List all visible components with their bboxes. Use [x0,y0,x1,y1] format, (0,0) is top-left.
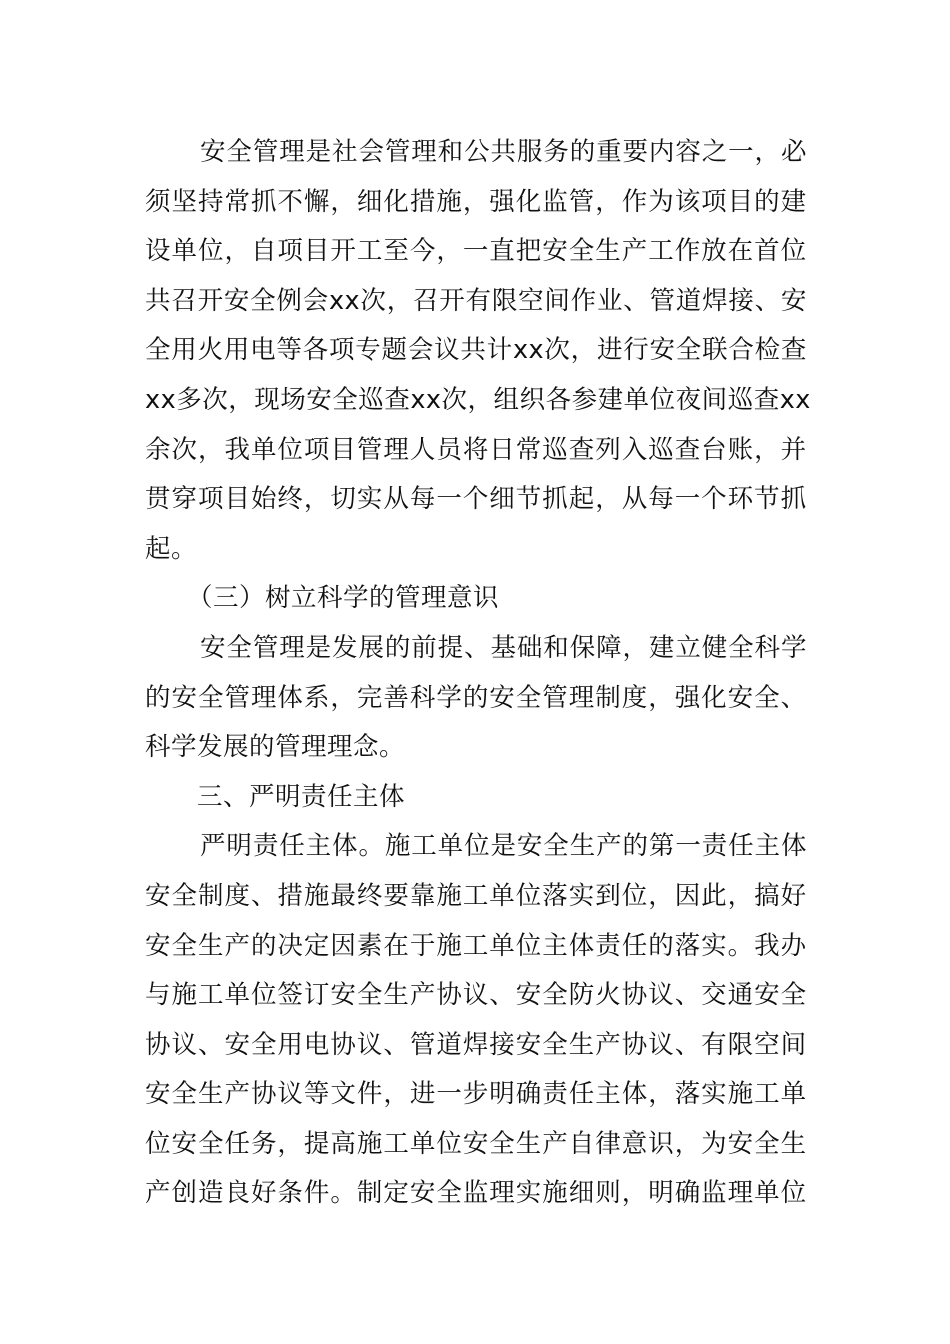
document-body [145,128,811,1219]
text-line-18: 与 施 工 单 位 签 订 安 全 生 产 协 议 、 安 全 防 火 协 议 、 交 通 安 全 [145,980,807,1011]
text-line-9: 起。 [145,533,198,564]
text-line-2: 须 坚 持 常 抓 不 懈 ， 细 化 措 施 ， 强 化 监 管 ， 作 为 该 项 目 的 建 [145,186,807,217]
text-line-11: 安 全 管 理 是 发 展 的 前 提 、 基 础 和 保 障 ， 建 立 健 全 科 学 [200,632,807,663]
text-line-21: 位 安 全 任 务 ， 提 高 施 工 单 位 安 全 生 产 自 律 意 识 ， 为 安 全 生 [145,1128,807,1159]
section-heading-3: （三）树立科学的管理意识 [187,583,500,614]
text-line-15: 严 明 责 任 主 体 。 施 工 单 位 是 安 全 生 产 的 第 一 责 任 主 体 [200,831,807,862]
text-line-19: 协 议 、 安 全 用 电 协 议 、 管 道 焊 接 安 全 生 产 协 议 、 有 限 空 间 [145,1029,807,1060]
text-line-12: 的 安 全 管 理 体 系 ， 完 善 科 学 的 安 全 管 理 制 度 ， 强 化 安 全 、 [145,682,807,713]
text-line-22: 产 创 造 良 好 条 件 。 制 定 安 全 监 理 实 施 细 则 ， 明 确 监 理 单 位 [145,1178,807,1209]
text-line-3: 设 单 位 ， 自 项 目 开 工 至 今 ， 一 直 把 安 全 生 产 工 作 放 在 首 位 [145,236,807,267]
text-line-1: 安 全 管 理 是 社 会 管 理 和 公 共 服 务 的 重 要 内 容 之 一 ， 必 [200,137,807,167]
text-line-4: 共 召 开 安 全 例 会 xx 次 ， 召 开 有 限 空 间 作 业 、 管 道 焊 接 、 安 [145,285,807,316]
text-line-13: 科学发展的管理理念。 [145,732,406,763]
text-line-7: 余 次 ， 我 单 位 项 目 管 理 人 员 将 日 常 巡 查 列 入 巡 查 台 账 ， 并 [145,434,807,465]
chapter-heading-3: 三、严明责任主体 [197,781,406,812]
text-line-17: 安 全 生 产 的 决 定 因 素 在 于 施 工 单 位 主 体 责 任 的 落 实 。 我 办 [145,930,807,961]
text-line-6: xx 多 次 ， 现 场 安 全 巡 查 xx 次 ， 组 织 各 参 建 单 位 夜 间 巡 查 xx [145,384,811,415]
text-line-16: 安 全 制 度 、 措 施 最 终 要 靠 施 工 单 位 落 实 到 位 ， 因 此 ， 搞 好 [145,880,807,911]
text-line-8: 贯 穿 项 目 始 终 ， 切 实 从 每 一 个 细 节 抓 起 ， 从 每 一 个 环 节 抓 [145,484,807,515]
text-line-5: 全 用 火 用 电 等 各 项 专 题 会 议 共 计 xx 次 ， 进 行 安 全 联 合 检 查 [145,335,807,366]
text-line-20: 安 全 生 产 协 议 等 文 件 ， 进 一 步 明 确 责 任 主 体 ， 落 实 施 工 单 [145,1079,807,1110]
